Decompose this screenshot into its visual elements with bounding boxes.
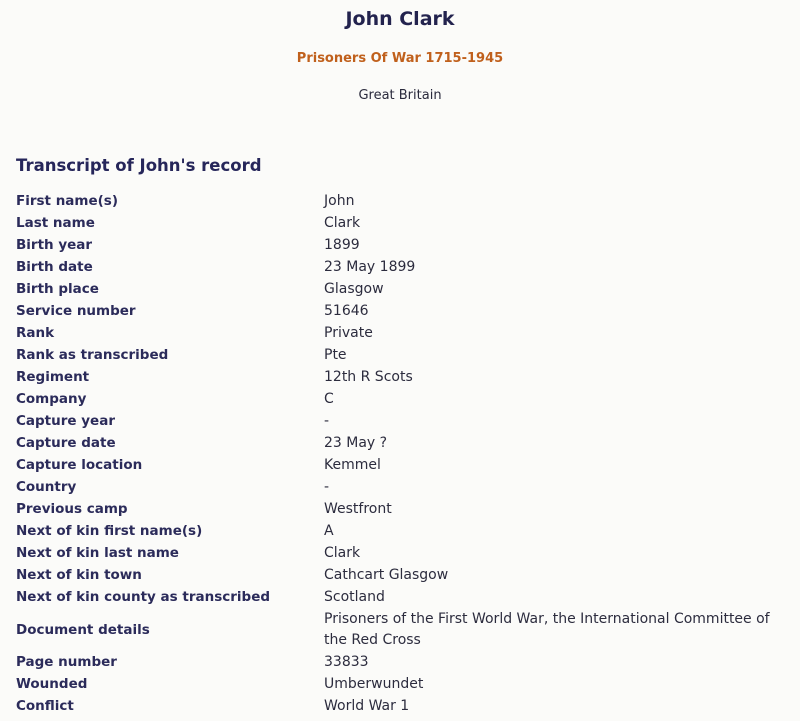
field-value: World War 1 [324,697,410,714]
record-row-capture-location [16,454,800,476]
field-label: Wounded [16,676,88,692]
field-value: A [324,522,334,539]
record-row-rank [16,322,800,344]
record-row-birth-date [16,256,800,278]
field-label: Document details [16,621,150,638]
record-row-kin-county [16,586,800,608]
field-label: Birth date [16,259,93,275]
field-value: 1899 [324,236,360,253]
record-row-conflict [16,695,800,717]
record-row-previous-camp [16,498,800,520]
field-value: - [324,478,330,495]
field-label: Next of kin last name [16,545,179,561]
field-label: Conflict [16,698,74,714]
record-row-first-name [16,190,800,212]
field-label: Birth year [16,237,93,253]
field-value: 33833 [324,653,369,670]
record-row-birth-place [16,278,800,300]
field-label: Page number [16,654,117,670]
field-label: First name(s) [16,193,119,209]
field-value: 23 May 1899 [324,258,416,275]
field-value: - [324,412,330,429]
field-label: Next of kin county as transcribed [16,589,271,605]
field-value: Umberwundet [324,675,424,692]
record-table [16,190,800,717]
collection-name: Prisoners Of War 1715-1945 [296,51,504,66]
field-label: Next of kin first name(s) [16,523,203,539]
field-label: Previous camp [16,501,128,517]
record-row-page-number [16,651,800,673]
record-row-last-name [16,212,800,234]
field-label: Rank [16,325,55,341]
page-title: John Clark [345,8,455,30]
field-label: Service number [16,303,136,319]
field-value: C [324,390,334,407]
field-label: Country [16,479,77,495]
field-value: Private [324,324,373,341]
collection-country: Great Britain [358,88,442,103]
field-label: Regiment [16,369,90,385]
field-label: Next of kin town [16,567,142,583]
record-row-wounded [16,673,800,695]
record-row-rank-transcribed [16,344,800,366]
record-row-kin-last-name [16,542,800,564]
field-label: Company [16,391,87,407]
field-value: Clark [324,214,361,231]
field-value: Kemmel [324,456,381,473]
record-row-kin-town [16,564,800,586]
field-value: 12th R Scots [324,368,413,385]
record-row-company [16,388,800,410]
field-label: Capture date [16,435,116,451]
record-row-document-details [16,608,800,651]
record-row-service-number [16,300,800,322]
field-value: Westfront [324,500,392,517]
field-value: Cathcart Glasgow [324,566,449,583]
record-row-capture-date [16,432,800,454]
field-label: Last name [16,215,95,231]
field-value: John [324,192,355,209]
field-label: Rank as transcribed [16,347,169,363]
field-label: Capture year [16,413,115,429]
record-row-regiment [16,366,800,388]
record-row-capture-year [16,410,800,432]
field-value: Clark [324,544,361,561]
record-row-kin-first-name [16,520,800,542]
field-label: Capture location [16,457,143,473]
field-value: Glasgow [324,280,384,297]
record-row-birth-year [16,234,800,256]
field-value: 23 May ? [324,434,388,451]
field-value: Scotland [324,588,385,605]
record-row-country [16,476,800,498]
field-value: Prisoners of the First World War, the International Committee of the Red Cross [324,610,770,648]
field-value: Pte [324,346,347,363]
field-label: Birth place [16,281,99,297]
field-value: 51646 [324,302,369,319]
transcript-heading: Transcript of John's record [16,156,262,175]
